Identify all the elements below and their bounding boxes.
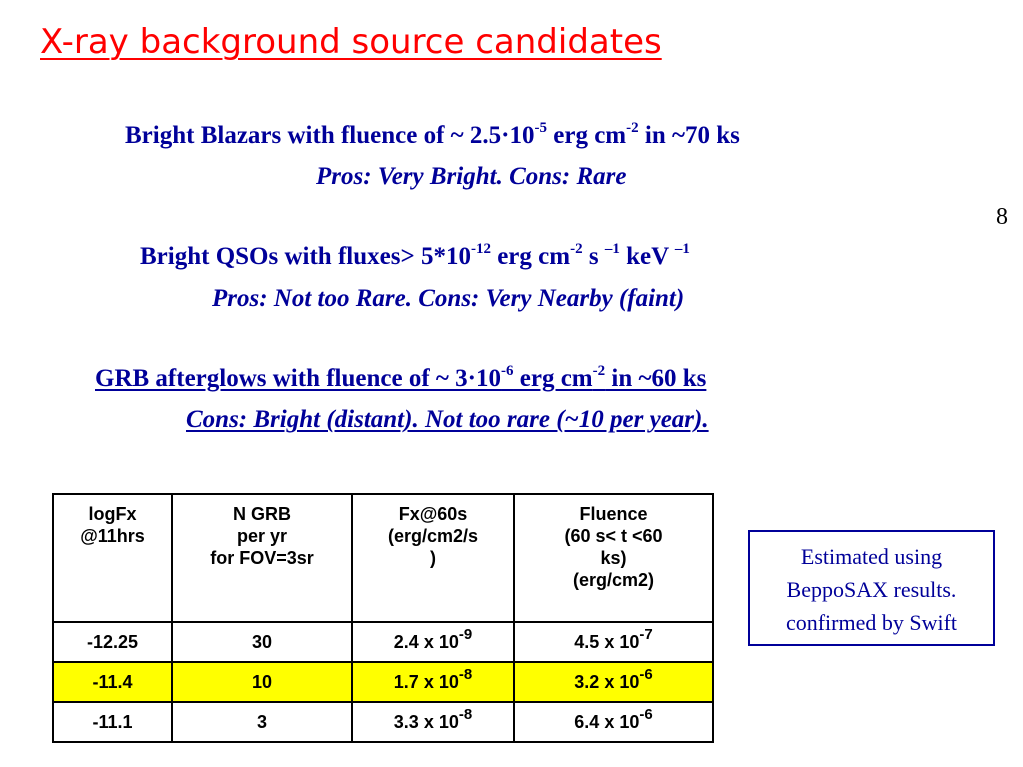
cell-fx — [352, 702, 514, 742]
qsos-text-d: keV — [619, 243, 675, 270]
blazars-text-a: Bright Blazars with fluence of ~ 2.5·10 — [125, 122, 535, 149]
note-line: BeppoSAX results. — [786, 577, 957, 602]
cell-logfx: -11.4 — [53, 662, 172, 702]
blazars-pros-cons: Pros: Very Bright. Cons: Rare — [316, 163, 627, 190]
header-line: ) — [430, 548, 436, 568]
cell-fluence-base: 3.2 x 10 — [574, 671, 640, 692]
header-line: (60 s< t <60 — [564, 526, 663, 546]
cell-ngrb: 10 — [172, 662, 352, 702]
cell-fluence — [514, 662, 713, 702]
table-row — [53, 622, 713, 662]
header-ngrb — [172, 494, 352, 622]
header-line: logFx — [88, 504, 137, 524]
cell-fx — [352, 662, 514, 702]
blazars-line — [125, 119, 740, 150]
header-logfx — [53, 494, 172, 622]
grb-cons: Cons: Bright (distant). Not too rare (~10 per year). — [186, 406, 709, 433]
qsos-line — [140, 240, 690, 271]
cell-fluence — [514, 622, 713, 662]
blazars-exp1: -5 — [534, 119, 547, 136]
cell-fluence-base: 6.4 x 10 — [574, 711, 640, 732]
cell-fluence-base: 4.5 x 10 — [574, 631, 640, 652]
header-line: Fx@60s — [398, 504, 468, 524]
cell-fx-base: 3.3 x 10 — [393, 711, 459, 732]
cell-ngrb: 3 — [172, 702, 352, 742]
slide-title: X-ray background source candidates — [40, 22, 662, 62]
table-row-highlighted — [53, 662, 713, 702]
qsos-exp1: -12 — [470, 240, 491, 257]
header-line: Fluence — [579, 504, 648, 524]
page-number: 8 — [996, 204, 1008, 230]
cell-fx-exp: -8 — [458, 665, 473, 683]
header-line: for FOV=3sr — [210, 548, 314, 568]
note-box — [748, 530, 995, 646]
note-line: Estimated using — [800, 544, 943, 569]
cell-fluence — [514, 702, 713, 742]
header-line: (erg/cm2) — [572, 570, 655, 590]
header-fx60s — [352, 494, 514, 622]
grb-text-c: in ~60 ks — [605, 365, 707, 392]
cell-logfx: -11.1 — [53, 702, 172, 742]
qsos-exp2: -2 — [570, 240, 583, 257]
cell-ngrb: 30 — [172, 622, 352, 662]
qsos-pros-cons: Pros: Not too Rare. Cons: Very Nearby (faint) — [212, 285, 685, 312]
qsos-text-a: Bright QSOs with fluxes> 5*10 — [140, 243, 471, 270]
grb-text-a: GRB afterglows with fluence of ~ 3·10 — [95, 365, 502, 392]
blazars-text-b: erg cm — [547, 122, 627, 149]
header-line: @11hrs — [80, 526, 145, 546]
cell-fx — [352, 622, 514, 662]
header-line: N GRB — [233, 504, 291, 524]
grb-table — [52, 493, 714, 743]
header-line: per yr — [236, 526, 288, 546]
note-line: confirmed by Swift — [785, 610, 958, 635]
header-fluence — [514, 494, 713, 622]
cell-fluence-exp: -6 — [639, 705, 653, 723]
grb-exp2: -2 — [592, 362, 606, 379]
qsos-exp4: –1 — [674, 240, 690, 257]
grb-text-b: erg cm — [513, 365, 593, 392]
qsos-text-c: s — [582, 243, 605, 270]
cell-fluence-exp: -6 — [639, 665, 653, 683]
blazars-exp2: -2 — [626, 119, 639, 136]
blazars-text-c: in ~70 ks — [638, 122, 740, 149]
table-row — [53, 702, 713, 742]
header-line: ks) — [600, 548, 627, 568]
qsos-exp3: –1 — [604, 240, 620, 257]
cell-fx-exp: -8 — [458, 705, 473, 723]
qsos-text-b: erg cm — [490, 243, 571, 270]
cell-logfx: -12.25 — [53, 622, 172, 662]
grb-exp1: -6 — [501, 362, 514, 379]
cell-fluence-exp: -7 — [639, 625, 653, 643]
cell-fx-base: 1.7 x 10 — [393, 671, 459, 692]
cell-fx-base: 2.4 x 10 — [393, 631, 459, 652]
cell-fx-exp: -9 — [458, 625, 473, 643]
header-line: (erg/cm2/s — [387, 526, 479, 546]
grb-line — [95, 362, 707, 393]
table-header-row — [53, 494, 713, 622]
